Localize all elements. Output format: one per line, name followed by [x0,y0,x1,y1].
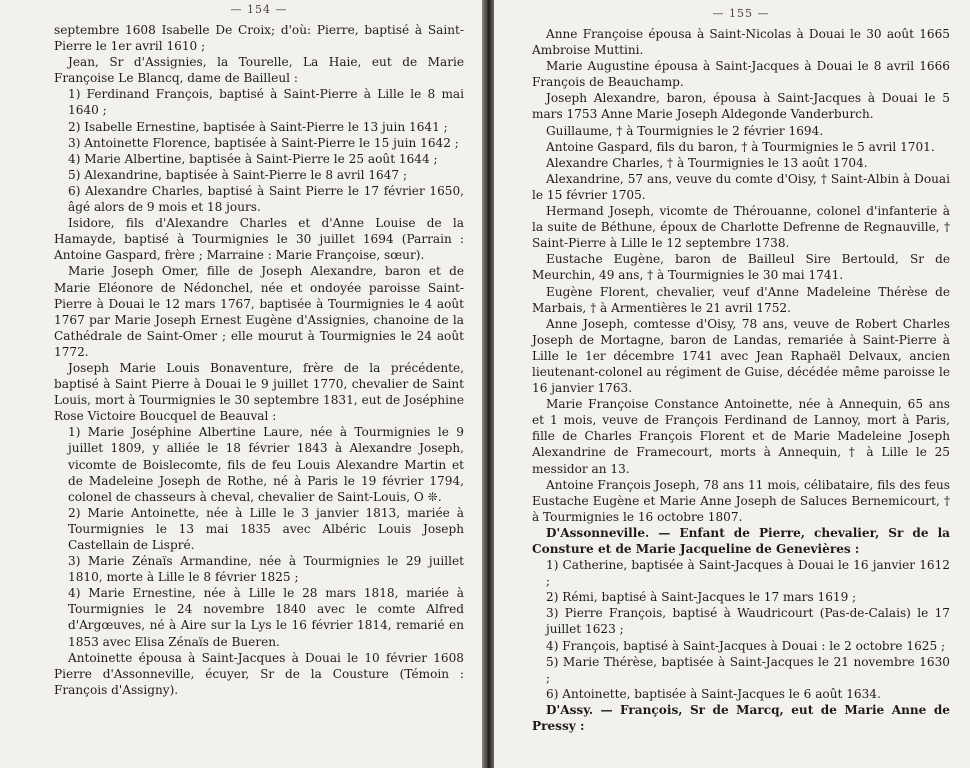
list-item: 2) Isabelle Ernestine, baptisée à Saint-Pierre le 13 juin 1641 ; [68,119,448,134]
paragraph: Antoinette épousa à Saint-Jacques à Douai le 10 février 1608 Pierre d'Assonneville, écuyer, Sr de la Cousture (Témoin : François d'Assigny). [54,650,464,697]
section-heading-paragraph: D'Assonneville. — Enfant de Pierre, chevalier, Sr de la Consture et de Marie Jacqueline de Genevières : [532,525,950,556]
list-item: 5) Marie Thérèse, baptisée à Saint-Jacques le 21 novembre 1630 ; [546,654,950,685]
list-item: 6) Antoinette, baptisée à Saint-Jacques le 6 août 1634. [546,686,881,701]
paragraph: Isidore, fils d'Alexandre Charles et d'Anne Louise de la Hamayde, baptisé à Tourmignies le 30 juillet 1694 (Parrain : Antoine Gaspard, frère ; Marraine : Marie Françoise, sœur). [54,216,464,263]
page-number-right: — 155 — [712,7,770,20]
paragraph: Joseph Marie Louis Bonaventure, frère de la précédente, baptisé à Saint Pierre à Douai le 9 juillet 1770, chevalier de Saint Louis, mort à Tourmignies le 30 septembre 1831, eut de Joséphine Rose Victoire Boucquel de Beauval : [54,360,464,424]
list-item: 4) Marie Ernestine, née à Lille le 28 mars 1818, mariée à Tourmignies le 24 novembre 1840 avec le comte Alfred d'Argœuves, né à Aire sur la Lys le 16 février 1814, remarié en 1853 avec Elisa Zénaïs de Bueren. [68,586,464,649]
list-item: 3) Antoinette Florence, baptisée à Saint-Pierre le 15 juin 1642 ; [68,135,459,150]
list-item: 2) Rémi, baptisé à Saint-Jacques le 17 mars 1619 ; [546,590,857,605]
paragraph: Alexandrine, 57 ans, veuve du comte d'Oisy, † Saint-Albin à Douai le 15 février 1705. [532,171,950,202]
list-item: 5) Alexandrine, baptisée à Saint-Pierre le 8 avril 1647 ; [68,167,408,182]
section-heading-paragraph: D'Assy. — François, Sr de Marcq, eut de Marie Anne de Pressy : [532,702,950,734]
list-item: 1) Ferdinand François, baptisé à Saint-Pierre à Lille le 8 mai 1640 ; [68,87,464,118]
paragraph: Antoine François Joseph, 78 ans 11 mois, célibataire, fils des feus Eustache Eugène et Marie Anne Joseph de Saluces Bernemicourt, † à Tourmignies le 16 octobre 1807. [532,477,950,524]
paragraph: septembre 1608 Isabelle De Croix; d'où: Pierre, baptisé à Saint-Pierre le 1er avril 1610 ; [54,23,464,54]
page-number-left: — 154 — [230,3,288,16]
paragraph: Jean, Sr d'Assignies, la Tourelle, La Haie, eut de Marie Françoise Le Blancq, dame de Bailleul : [54,55,464,86]
list-item: 6) Alexandre Charles, baptisé à Saint Pierre le 17 février 1650, âgé alors de 9 mois et 18 jours. [68,183,464,215]
paragraph: Marie Joseph Omer, fille de Joseph Alexandre, baron et de Marie Eléonore de Nédonchel, née et ondoyée paroisse Saint-Pierre à Douai le 12 mars 1767, baptisée à Tourmignies le 4 août 1767 par Marie Joseph Ernest Eugène d'Assignies, chanoine de la Cathédrale de Saint-Omer ; elle mourut à Tourmignies le 24 août 1772. [54,264,464,359]
list-item: 1) Catherine, baptisée à Saint-Jacques à Douai le 16 janvier 1612 ; [546,558,950,589]
list-item: 4) Marie Albertine, baptisée à Saint-Pierre le 25 août 1644 ; [68,151,438,166]
list-item: 3) Pierre François, baptisé à Waudricourt (Pas-de-Calais) le 17 juillet 1623 ; [546,606,950,637]
book-gutter [482,0,494,768]
list-item: 1) Marie Joséphine Albertine Laure, née à Tourmignies le 9 juillet 1809, y alliée le 18 février 1843 à Alexandre Joseph, vicomte de Boislecomte, fils de feu Louis Alexandre Martin et de Madeleine Joseph de Rothe, né à Paris le 19 février 1794, colonel de chasseurs à cheval, chevalier de Saint-Louis, O ❊. [68,425,464,504]
paragraph: Hermand Joseph, vicomte de Thérouanne, colonel d'infanterie à la suite de Béthune, époux de Charlotte Defrenne de Regnauville, † Saint-Pierre à Lille le 12 septembre 1738. [532,204,950,251]
paragraph: Eustache Eugène, baron de Bailleul Sire Bertould, Sr de Meurchin, 49 ans, † à Tourmignies le 30 mai 1741. [532,252,950,283]
paragraph: Antoine Gaspard, fils du baron, † à Tourmignies le 5 avril 1701. [546,139,935,154]
list-item: 3) Marie Zénaïs Armandine, née à Tourmignies le 29 juillet 1810, morte à Lille le 8 février 1825 ; [68,554,464,585]
paragraph: Eugène Florent, chevalier, veuf d'Anne Madeleine Thérèse de Marbais, † à Armentières le 21 avril 1752. [532,284,950,315]
paragraph: Marie Augustine épousa à Saint-Jacques à Douai le 8 avril 1666 François de Beauchamp. [532,59,950,90]
paragraph: Marie Françoise Constance Antoinette, née à Annequin, 65 ans et 1 mois, veuve de François Ferdinand de Lannoy, mort à Paris, fille de Charles François Florent et de Marie Madeleine Joseph Alexandrine de Framecourt, morts à Annequin, † à Lille le 25 messidor an 13. [532,397,950,476]
paragraph: Joseph Alexandre, baron, épousa à Saint-Jacques à Douai le 5 mars 1753 Anne Marie Joseph Aldegonde Vanderburch. [532,91,950,122]
paragraph: Alexandre Charles, † à Tourmignies le 13 août 1704. [546,155,868,170]
paragraph: Guillaume, † à Tourmignies le 2 février 1694. [546,123,824,138]
right-page [494,0,970,768]
left-page [0,0,482,768]
list-item: 4) François, baptisé à Saint-Jacques à Douai : le 2 octobre 1625 ; [546,638,946,653]
list-item: 2) Marie Antoinette, née à Lille le 3 janvier 1813, mariée à Tourmignies le 13 mai 1835 avec Albéric Louis Joseph Castellain de Lispré. [68,505,464,552]
paragraph: Anne Françoise épousa à Saint-Nicolas à Douai le 30 août 1665 Ambroise Muttini. [532,27,950,58]
paragraph: Anne Joseph, comtesse d'Oisy, 78 ans, veuve de Robert Charles Joseph de Mortagne, baron de Landas, remariée à Saint-Pierre à Lille le 1er décembre 1741 avec Jean Raphaël Delvaux, ancien lieutenant-colonel au régiment de Guise, décédée même paroisse le 16 janvier 1763. [532,316,950,396]
